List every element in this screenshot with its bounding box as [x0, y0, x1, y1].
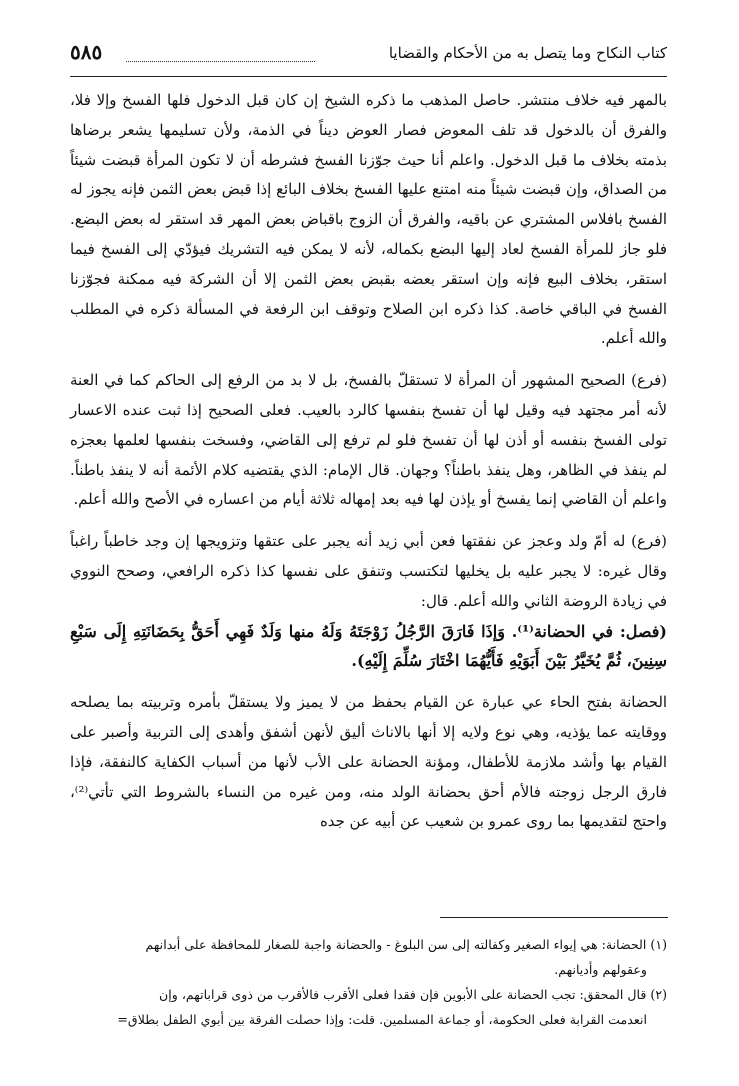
running-header [70, 34, 667, 78]
main-text [70, 86, 667, 837]
page-number: ٥٨٥ [70, 40, 103, 64]
header-rule [70, 76, 667, 77]
header-dotted-leader [126, 61, 315, 62]
footnote-1-continued: وعقولهم وأديانهم. [554, 962, 647, 977]
paragraph-hadana-commentary: الحضانة بفتح الحاء عي عبارة عن القيام بحفظ من لا يميز ولا يستقلّ بأمره وتربيته بما يصلحه ووقايته عما يؤذيه، وهي نوع ولايه إلا أنها بالاناث أليق لأنهن أشفق وأهدى إلى التربية وأصبر على القيام بها وأشد ملازمة للأطفال، ومؤنة الحضانة على الأب لأنها من أسباب الكفاية كالنفقة، فإذا فارق الرجل زوجته فالأم أحق بحضانة الولد منه، ومن غيره من النساء بالشروط التي تأتي⁽²⁾، واحتج لتقديمها بما روى عمرو بن شعيب عن أبيه عن جده [70, 693, 667, 831]
footnote-2: (٢) قال المحقق: تجب الحضانة على الأبوين فإن فقدا فعلى الأقرب فالأقرب من ذوى قراباتهم، وإن [159, 987, 667, 1002]
paragraph-far-umm-walad: (فرع) له أمّ ولد وعجز عن نفقتها فعن أبي زيد أنه يجبر على عتقها وتزويجها إن وجد خاطباً راغباً وقال غيره: لا يجبر عليه بل يخليها لتكتسب وتنفق على نفسها كذا ذكره الرافعي، وصحح النووي في زيادة الروضة الثاني والله أعلم. قال: [70, 532, 667, 610]
running-header-title: كتاب النكاح وما يتصل به من الأحكام والقضايا [388, 44, 667, 62]
paragraph-far-hakim: (فرع) الصحيح المشهور أن المرأة لا تستقلّ بالفسخ، بل لا بد من الرفع إلى الحاكم كما في العنة لأنه أمر مجتهد فيه وقيل لها أن تفسخ بنفسها كالرد بالعيب. فعلى الصحيح إذا ثبت عنده الاعسار تولى الفسخ بنفسه أو أذن لها أن تفسخ فلو لم ترفع إلى القاضي، وفسخت بنفسها لعلمها بعجزه لم ينفذ في الظاهر، وهل ينفذ باطناً؟ وجهان. قال الإمام: الذي يقتضيه كلام الأئمة أنه لا ينفذ باطناً. واعلم أن القاضي إنما يفسخ أو يإذن لها فيه بعد إمهاله ثلاثة أيام من اعساره في الأصح والله أعلم. [70, 371, 667, 509]
section-hadana-heading: (فصل: في الحضانة⁽¹⁾. وَإذَا فَارَقَ الرَّجُلُ زَوْجَتَهُ وَلَهُ منها وَلَدٌ فَهِي أَحَقُّ بِحَضَانَتِهِ إِلَى سَبْعِ سِنِينَ، ثُمَّ يُخَيَّرُ بَيْنَ أَبَوَيْهِ فَأَيُّهُمَا اخْتَارَ سُلِّمَ إِلَيْهِ). [70, 621, 667, 671]
footnote-1: (١) الحضانة: هي إيواء الصغير وكفالته إلى سن البلوغ - والحضانة واجبة للصغار للمحافظة على أبدانهم [145, 937, 667, 952]
footnotes [70, 932, 667, 1032]
footnote-separator [440, 917, 668, 918]
paragraph-mahr-faskh: بالمهر فيه خلاف منتشر. حاصل المذهب ما ذكره الشيخ إن كان قبل الدخول فلها الفسخ وإلا فلا، والفرق أن بالدخول قد تلف المعوض فصار العوض ديناً في الذمة، ولأن تسليمها يشعر برضاها بذمته بخلاف ما قبل الدخول. واعلم أنا حيث جوّزنا الفسخ فشرطه أن لا تكون المرأة قبضت شيئاً من الصداق، وإن قبضت شيئاً منه امتنع عليها الفسخ بخلاف البائع إذا قبض بعض الثمن فإنه يجوز له الفسخ بافلاس المشتري عن باقيه، والفرق أن الزوج باقباض بعض المهر قد استقر له بعض البضع. فلو جاز للمرأة الفسخ لعاد إليها البضع بكماله، لأنه لا يمكن فيه التشريك فيؤدّي إلى الفسخ فيما استقر، بخلاف البيع فإنه وإن استقر بعضه بقبض بعض الثمن إلا أن الشركة فيه ممكنة فجوّزنا الفسخ في الباقي خاصة. كذا ذكره ابن الصلاح وتوقف ابن الرفعة في المسألة ذكره في المطلب والله أعلم. [70, 91, 667, 348]
footnote-2-continued: انعدمت القرابة فعلى الحكومة، أو جماعة المسلمين. قلت: وإذا حصلت الفرقة بين أبوي الطفل بطلاق= [117, 1012, 647, 1027]
